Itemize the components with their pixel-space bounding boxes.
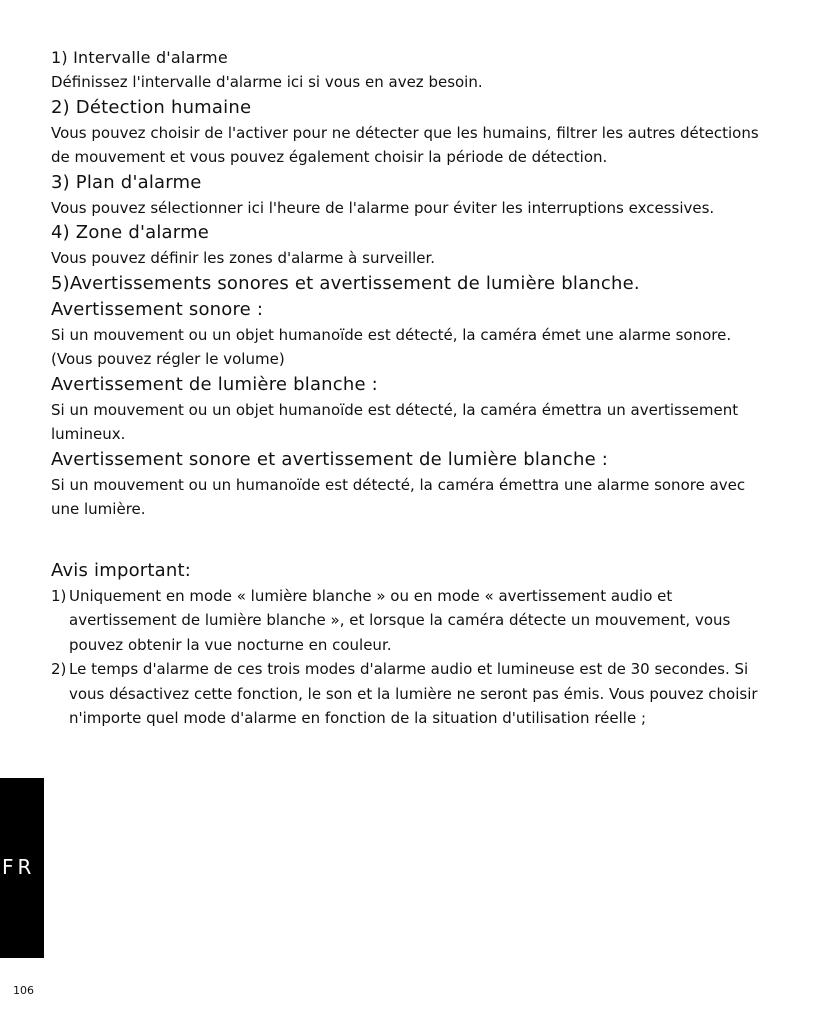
section-human-detection	[51, 95, 771, 170]
section-title: 5)Avertissements sonores et avertissement de lumière blanche.	[51, 272, 640, 294]
subsection-title: Avertissement de lumière blanche :	[51, 373, 378, 395]
section-title: 1) Intervalle d'alarme	[51, 48, 228, 67]
section-title: 2) Détection humaine	[51, 96, 252, 118]
notice-item-text: Le temps d'alarme de ces trois modes d'alarme audio et lumineuse est de 30 secondes. Si vous désactivez cette fonction, le son et la lumière ne seront pas émis. Vous pouvez choisir n'importe quel mode d'alarme en fonction de la situation d'utilisation réelle ;	[69, 660, 758, 727]
subsection-body: Si un mouvement ou un objet humanoïde est détecté, la caméra émet une alarme sonore. (Vous pouvez régler le volume)	[51, 325, 732, 368]
section-alarm-zone	[51, 220, 771, 271]
subsection-title: Avertissement sonore et avertissement de lumière blanche :	[51, 448, 609, 470]
section-body: Vous pouvez choisir de l'activer pour ne détecter que les humains, filtrer les autres détections de mouvement et vous pouvez également choisir la période de détection.	[51, 123, 759, 166]
subsection-body: Si un mouvement ou un objet humanoïde est détecté, la caméra émettra un avertissement lumineux.	[51, 400, 739, 443]
notice-item	[51, 657, 771, 731]
section-title: 3) Plan d'alarme	[51, 171, 202, 193]
subsection-sound-warning	[51, 297, 771, 372]
notice-list	[51, 584, 771, 731]
language-tab-label: FR	[2, 855, 36, 879]
section-warnings	[51, 271, 771, 297]
notice-item-number: 1)	[51, 586, 67, 605]
notice-item-text: Uniquement en mode « lumière blanche » ou en mode « avertissement audio et avertissement de lumière blanche », et lorsque la caméra détecte un mouvement, vous pouvez obtenir la vue nocturne en couleur.	[69, 586, 731, 654]
page-number: 106	[13, 984, 34, 997]
subsection-title: Avertissement sonore :	[51, 298, 264, 320]
subsection-body: Si un mouvement ou un humanoïde est détecté, la caméra émettra une alarme sonore avec une lumière.	[51, 475, 746, 518]
notice-item	[51, 584, 771, 658]
notice-title: Avis important:	[51, 559, 192, 581]
section-body: Vous pouvez sélectionner ici l'heure de l'alarme pour éviter les interruptions excessives.	[51, 198, 715, 217]
section-body: Vous pouvez définir les zones d'alarme à surveiller.	[51, 249, 436, 267]
notice-item-number: 2)	[51, 660, 67, 678]
subsection-white-light-warning	[51, 372, 771, 447]
section-title: 4) Zone d'alarme	[51, 222, 210, 243]
section-alarm-plan	[51, 170, 771, 221]
page-content	[51, 46, 771, 731]
subsection-sound-and-light-warning	[51, 447, 771, 522]
section-body: Définissez l'intervalle d'alarme ici si vous en avez besoin.	[51, 73, 483, 91]
section-alarm-interval	[51, 46, 771, 95]
